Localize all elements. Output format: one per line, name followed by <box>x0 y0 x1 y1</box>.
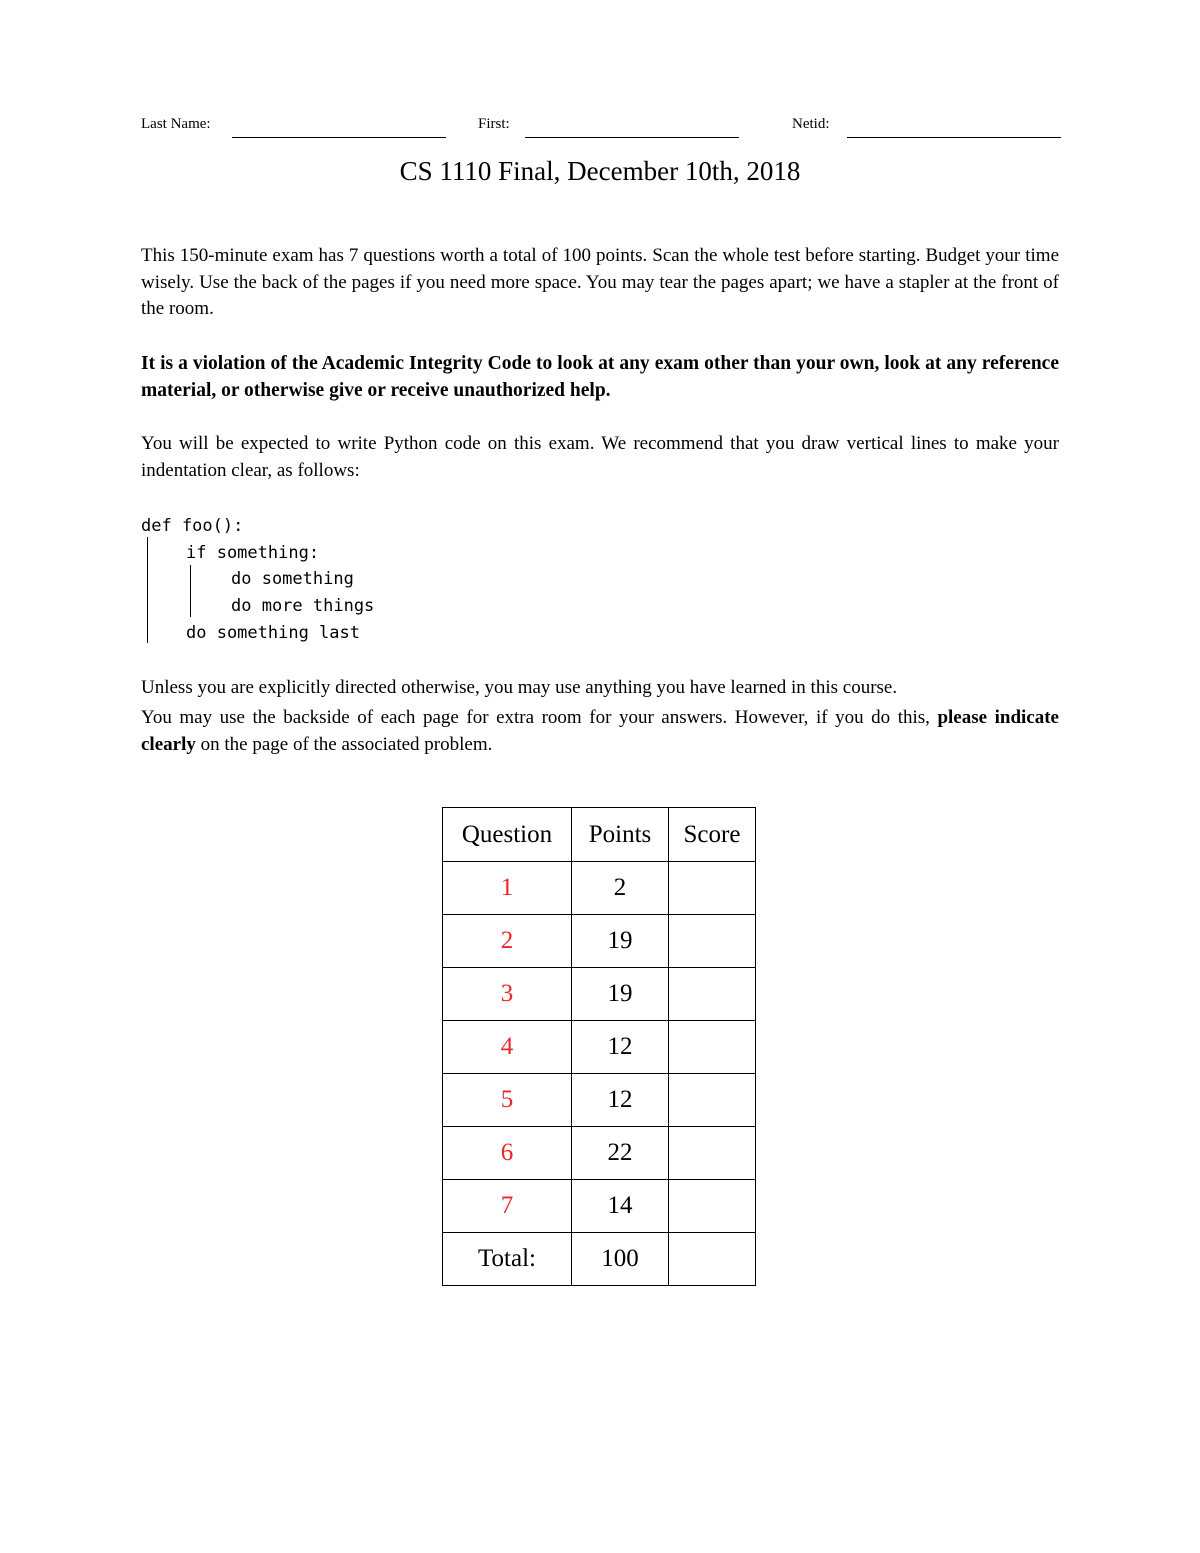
question-points: 12 <box>572 1074 669 1127</box>
question-points: 2 <box>572 862 669 915</box>
column-header-points: Points <box>572 808 669 862</box>
backside-text-end: on the page of the associated problem. <box>195 733 493 755</box>
column-header-question: Question <box>443 808 572 862</box>
score-cell[interactable] <box>669 915 756 968</box>
table-row <box>443 1127 756 1180</box>
total-points: 100 <box>572 1233 669 1286</box>
netid-blank[interactable] <box>847 137 1061 138</box>
intro-paragraph: This 150-minute exam has 7 questions worth a total of 100 points. Scan the whole test before starting. Budget your time wisely. Use the back of the pages if you need more space. You may tear the pages apart; we have a stapler at the front of the room. <box>141 245 1059 319</box>
first-name-label: First: <box>478 116 510 132</box>
score-cell[interactable] <box>669 968 756 1021</box>
first-name-blank[interactable] <box>525 137 739 138</box>
table-row <box>443 915 756 968</box>
table-row <box>443 1074 756 1127</box>
backside-text: You may use the backside of each page for extra room for your answers. However, if you do this, <box>141 707 938 728</box>
question-points: 19 <box>572 968 669 1021</box>
code-line: def foo(): <box>141 516 244 536</box>
code-line: do something <box>231 569 354 589</box>
exam-title: CS 1110 Final, December 10th, 2018 <box>399 156 801 186</box>
code-line: do more things <box>231 596 375 616</box>
score-table <box>442 807 756 1286</box>
unless-paragraph: Unless you are explicitly directed otherwise, you may use anything you have learned in this course. <box>141 677 898 698</box>
indent-guide <box>190 565 191 617</box>
score-cell[interactable] <box>669 1074 756 1127</box>
question-number: 1 <box>443 862 572 915</box>
question-points: 12 <box>572 1021 669 1074</box>
question-points: 14 <box>572 1180 669 1233</box>
last-name-label: Last Name: <box>141 116 211 132</box>
last-name-blank[interactable] <box>232 137 446 138</box>
question-number: 7 <box>443 1180 572 1233</box>
question-points: 19 <box>572 915 669 968</box>
table-row <box>443 862 756 915</box>
total-label: Total: <box>443 1233 572 1286</box>
total-row <box>443 1233 756 1286</box>
table-row <box>443 968 756 1021</box>
question-number: 3 <box>443 968 572 1021</box>
score-cell[interactable] <box>669 1021 756 1074</box>
question-number: 5 <box>443 1074 572 1127</box>
score-cell[interactable] <box>669 1180 756 1233</box>
question-number: 2 <box>443 915 572 968</box>
python-note-paragraph: You will be expected to write Python code on this exam. We recommend that you draw vertical lines to make your indentation clear, as follows: <box>141 433 1059 481</box>
total-score-cell[interactable] <box>669 1233 756 1286</box>
backside-emphasis: please indicate clearly <box>141 707 1059 755</box>
question-number: 4 <box>443 1021 572 1074</box>
score-cell[interactable] <box>669 1127 756 1180</box>
indent-guide <box>147 537 148 643</box>
question-number: 6 <box>443 1127 572 1180</box>
backside-paragraph <box>141 705 1059 758</box>
column-header-score: Score <box>669 808 756 862</box>
score-cell[interactable] <box>669 862 756 915</box>
integrity-paragraph: It is a violation of the Academic Integrity Code to look at any exam other than your own, look at any reference material, or otherwise give or receive unauthorized help. <box>141 353 1059 401</box>
question-points: 22 <box>572 1127 669 1180</box>
code-line: do something last <box>186 623 360 643</box>
table-row <box>443 1180 756 1233</box>
name-header <box>141 116 1061 142</box>
netid-label: Netid: <box>792 116 830 132</box>
table-header-row <box>443 808 756 862</box>
table-row <box>443 1021 756 1074</box>
code-line: if something: <box>186 543 320 563</box>
